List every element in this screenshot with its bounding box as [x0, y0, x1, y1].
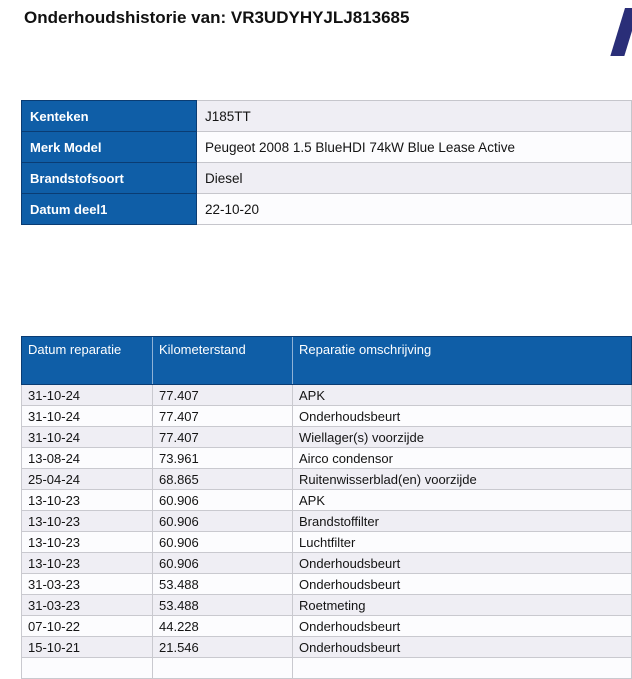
vehicle-info-row: [22, 132, 632, 163]
repair-row: [22, 595, 632, 616]
vehicle-info-label: Kenteken: [22, 101, 197, 132]
page-title: Onderhoudshistorie van: VR3UDYHYJLJ813685: [24, 8, 410, 27]
repair-description: Luchtfilter: [293, 532, 632, 553]
vehicle-info-row: [22, 163, 632, 194]
repairs-header-row: [22, 337, 632, 385]
repair-description: Onderhoudsbeurt: [293, 406, 632, 427]
repair-date: 13-08-24: [22, 448, 153, 469]
repair-description: Roetmeting: [293, 595, 632, 616]
repair-odometer: 53.488: [153, 595, 293, 616]
repair-row: [22, 616, 632, 637]
repair-date: 13-10-23: [22, 553, 153, 574]
repair-row: [22, 637, 632, 658]
repairs-column-header: Kilometerstand: [153, 337, 293, 385]
vehicle-info-row: [22, 101, 632, 132]
repair-description: APK: [293, 385, 632, 406]
repair-date: 13-10-23: [22, 490, 153, 511]
repair-date: 31-10-24: [22, 427, 153, 448]
repair-date: 07-10-22: [22, 616, 153, 637]
repair-description: Onderhoudsbeurt: [293, 637, 632, 658]
vehicle-info-value: 22-10-20: [197, 194, 632, 225]
repair-date: 15-10-21: [22, 637, 153, 658]
repairs-body: [22, 385, 632, 679]
repair-odometer: 60.906: [153, 553, 293, 574]
vehicle-info-body: [22, 101, 632, 225]
vehicle-info-label: Datum deel1: [22, 194, 197, 225]
repair-odometer: 77.407: [153, 406, 293, 427]
repair-row: [22, 490, 632, 511]
repair-row: [22, 385, 632, 406]
repair-row: [22, 406, 632, 427]
vehicle-info-row: [22, 194, 632, 225]
repair-odometer: 60.906: [153, 532, 293, 553]
repair-odometer: 44.228: [153, 616, 293, 637]
repair-description: Brandstoffilter: [293, 511, 632, 532]
repair-row: [22, 532, 632, 553]
repair-odometer: 77.407: [153, 385, 293, 406]
repair-odometer: 77.407: [153, 427, 293, 448]
repair-description: Onderhoudsbeurt: [293, 574, 632, 595]
repair-row: [22, 448, 632, 469]
repair-date: 13-10-23: [22, 532, 153, 553]
repair-description: [293, 658, 632, 679]
repairs-column-header: Reparatie omschrijving: [293, 337, 632, 385]
vehicle-info-table: [21, 100, 632, 225]
repair-odometer: [153, 658, 293, 679]
repair-date: 31-10-24: [22, 406, 153, 427]
vehicle-info-value: Diesel: [197, 163, 632, 194]
repair-odometer: 21.546: [153, 637, 293, 658]
repair-date: 31-10-24: [22, 385, 153, 406]
repair-row: [22, 574, 632, 595]
repair-date: 13-10-23: [22, 511, 153, 532]
repair-date: 31-03-23: [22, 574, 153, 595]
repair-description: Ruitenwisserblad(en) voorzijde: [293, 469, 632, 490]
repairs-column-header: Datum reparatie: [22, 337, 153, 385]
repair-description: Onderhoudsbeurt: [293, 616, 632, 637]
vehicle-info-value: Peugeot 2008 1.5 BlueHDI 74kW Blue Lease Active: [197, 132, 632, 163]
repair-odometer: 53.488: [153, 574, 293, 595]
repair-date: [22, 658, 153, 679]
vehicle-info-label: Merk Model: [22, 132, 197, 163]
repair-description: Onderhoudsbeurt: [293, 553, 632, 574]
repair-odometer: 73.961: [153, 448, 293, 469]
repair-date: 31-03-23: [22, 595, 153, 616]
repair-row: [22, 469, 632, 490]
repair-row: [22, 658, 632, 679]
vehicle-info-value: J185TT: [197, 101, 632, 132]
repair-row: [22, 511, 632, 532]
repairs-header: [22, 337, 632, 385]
repairs-table: [21, 336, 632, 679]
vehicle-info-label: Brandstofsoort: [22, 163, 197, 194]
repair-odometer: 68.865: [153, 469, 293, 490]
repair-row: [22, 553, 632, 574]
repair-odometer: 60.906: [153, 511, 293, 532]
repair-description: APK: [293, 490, 632, 511]
repair-date: 25-04-24: [22, 469, 153, 490]
repair-description: Wiellager(s) voorzijde: [293, 427, 632, 448]
repair-row: [22, 427, 632, 448]
repair-description: Airco condensor: [293, 448, 632, 469]
brand-logo-fragment-icon: [610, 8, 632, 56]
repair-odometer: 60.906: [153, 490, 293, 511]
